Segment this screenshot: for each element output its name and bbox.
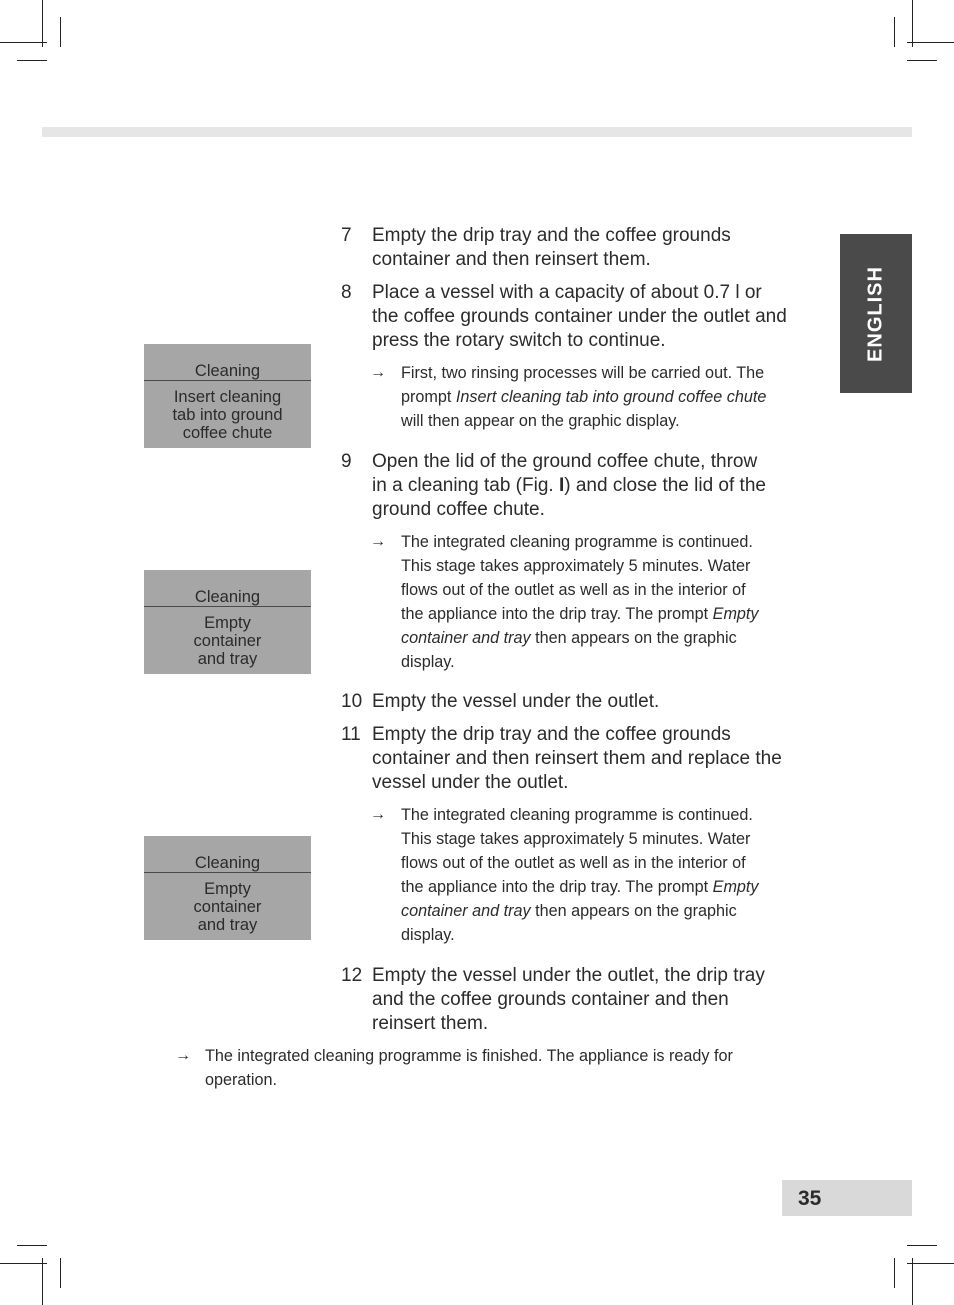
final-result-note [175, 1044, 815, 1092]
step-number: 10 [341, 691, 363, 712]
crop-mark [42, 1258, 43, 1305]
step-text: Empty the drip tray and the coffee grounds container and then reinsert them. [372, 225, 731, 270]
display-title: Cleaning [144, 570, 311, 607]
step-number: 8 [341, 282, 352, 303]
crop-mark [907, 1245, 937, 1246]
language-tab [840, 234, 912, 393]
note-text: The integrated cleaning programme is continued. This stage takes approximately 5 minutes. Water flows out of the outlet as well as in the interior of the appliance into the drip tray. The prompt Empty container and tray then appears on the graphic display. [401, 806, 759, 944]
crop-mark [60, 17, 61, 47]
display-message: Insert cleaning tab into ground coffee chute [172, 388, 283, 442]
graphic-display-empty-container [144, 836, 311, 940]
crop-mark [907, 60, 937, 61]
step-11 [341, 723, 821, 795]
crop-mark [894, 1258, 895, 1288]
step-number: 11 [341, 724, 361, 745]
crop-mark [42, 0, 43, 47]
note-text: The integrated cleaning programme is continued. This stage takes approximately 5 minutes. Water flows out of the outlet as well as in the interior of the appliance into the drip tray. The prompt Empty container and tray then appears on the graphic display. [401, 533, 759, 671]
step-text: Empty the drip tray and the coffee grounds container and then reinsert them and replace the vessel under the outlet. [372, 724, 782, 793]
arrow-icon: → [370, 533, 386, 550]
display-title: Cleaning [144, 836, 311, 873]
arrow-icon: → [370, 806, 386, 823]
display-prompt: container and tray [401, 629, 531, 647]
language-tab-label: ENGLISH [864, 265, 887, 362]
display-prompt: Empty [712, 878, 759, 896]
crop-mark [912, 0, 913, 47]
crop-mark [907, 42, 954, 43]
display-message: Empty container and tray [193, 880, 262, 934]
arrow-icon: → [175, 1047, 191, 1064]
display-prompt: Empty [712, 605, 759, 623]
result-note-step-8 [370, 361, 820, 433]
step-12 [341, 964, 821, 1036]
step-number: 7 [341, 225, 352, 246]
display-prompt: Insert cleaning tab into ground coffee chute [455, 388, 767, 406]
note-text: First, two rinsing processes will be carried out. The prompt Insert cleaning tab into ground coffee chute will then appear on the graphic display. [401, 364, 767, 430]
crop-mark [912, 1258, 913, 1305]
display-title: Cleaning [144, 344, 311, 381]
crop-mark [0, 42, 47, 43]
crop-mark [17, 1245, 47, 1246]
step-text: Empty the vessel under the outlet, the drip tray and the coffee grounds container and then reinsert them. [372, 965, 765, 1034]
step-text: Empty the vessel under the outlet. [372, 691, 660, 712]
step-8 [341, 281, 821, 353]
step-number: 9 [341, 451, 352, 472]
step-9 [341, 450, 821, 522]
display-message: Empty container and tray [193, 614, 262, 668]
step-7 [341, 224, 821, 272]
crop-mark [60, 1258, 61, 1288]
crop-mark [907, 1263, 954, 1264]
page-number: 35 [798, 1187, 822, 1210]
result-note-step-9 [370, 530, 820, 674]
note-text: The integrated cleaning programme is finished. The appliance is ready for operation. [205, 1047, 733, 1089]
step-text: Place a vessel with a capacity of about 0.7 l or the coffee grounds container under the outlet and press the rotary switch to continue. [372, 282, 787, 351]
crop-mark [0, 1263, 47, 1264]
header-bar [42, 127, 912, 137]
page-number-box [782, 1180, 912, 1216]
result-note-step-11 [370, 803, 820, 947]
crop-mark [894, 17, 895, 47]
step-text: Open the lid of the ground coffee chute, throw in a cleaning tab (Fig. I) and close the lid of the ground coffee chute. [372, 451, 766, 520]
graphic-display-insert-tab [144, 344, 311, 448]
figure-reference: I [558, 475, 565, 496]
arrow-icon: → [370, 364, 386, 381]
crop-mark [17, 60, 47, 61]
display-prompt: container and tray [401, 902, 531, 920]
graphic-display-empty-container [144, 570, 311, 674]
step-10 [341, 690, 821, 714]
step-number: 12 [341, 965, 363, 986]
